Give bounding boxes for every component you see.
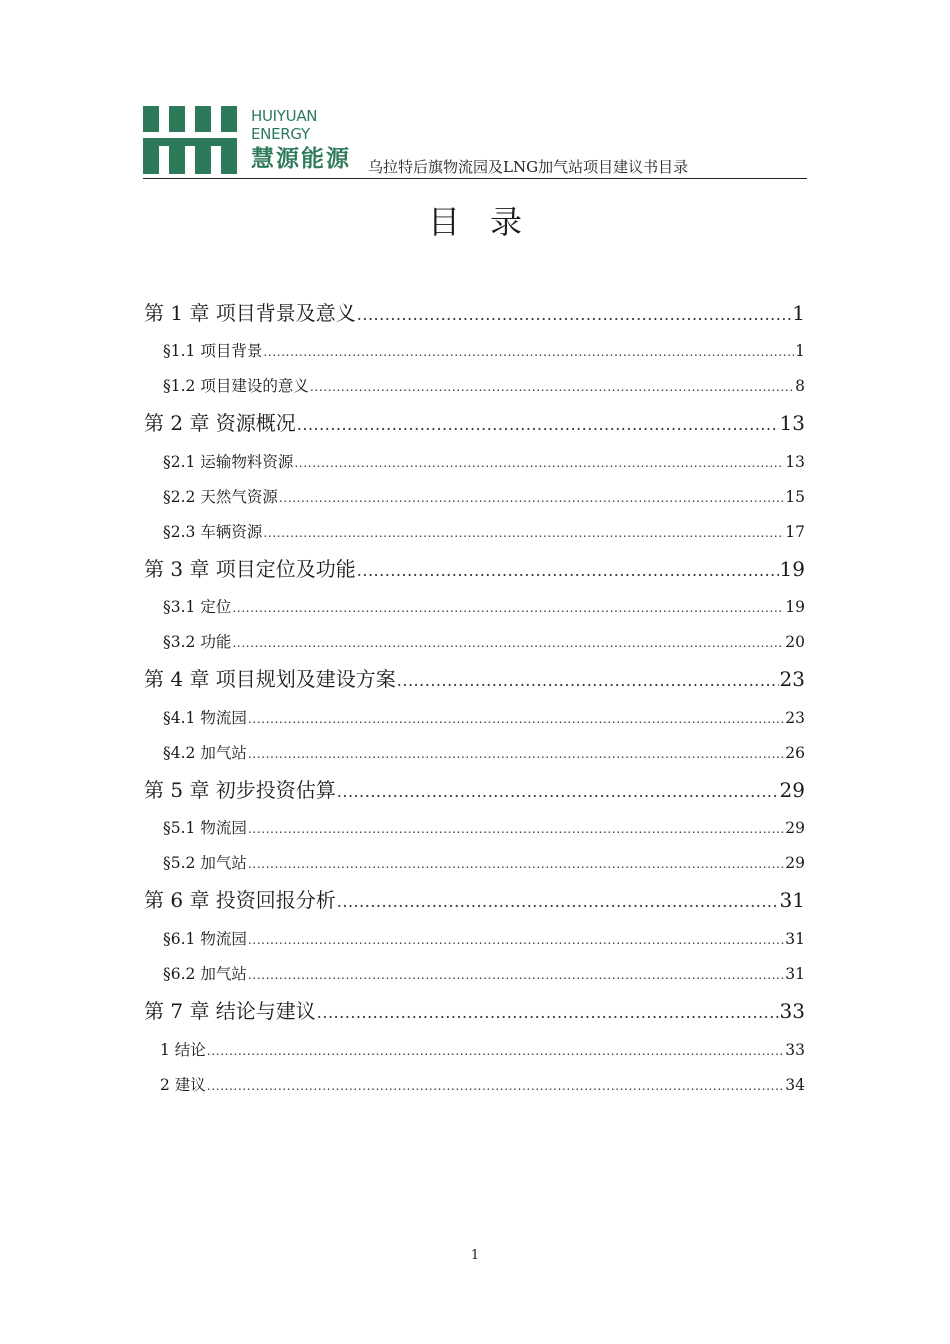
toc-dot-leader xyxy=(248,706,784,732)
toc-entry-label: 1 结论 xyxy=(160,1041,206,1059)
toc-dot-leader xyxy=(357,298,791,332)
toc-page-number: 31 xyxy=(779,888,805,912)
logo-english-line1: HUIYUAN xyxy=(251,107,318,125)
toc-entry-label: 第 3 章 项目定位及功能 xyxy=(144,557,356,581)
toc-entry-label: §2.2 天然气资源 xyxy=(163,488,278,506)
toc-page-number: 29 xyxy=(785,819,805,837)
toc-entry-label: §6.1 物流园 xyxy=(163,930,247,948)
toc-section-entry[interactable] xyxy=(163,815,805,842)
toc-page-number: 20 xyxy=(785,633,805,651)
toc-page-number: 33 xyxy=(779,999,805,1023)
logo-chinese-name: 慧源能源 xyxy=(251,146,351,172)
toc-section-entry[interactable] xyxy=(163,850,805,877)
toc-section-entry[interactable] xyxy=(160,1072,805,1099)
toc-page-number: 8 xyxy=(795,377,805,395)
toc-dot-leader xyxy=(337,885,779,919)
toc-dot-leader xyxy=(310,374,794,400)
toc-entry-label: §1.2 项目建设的意义 xyxy=(163,377,309,395)
toc-page-number: 19 xyxy=(779,557,805,581)
toc-dot-leader xyxy=(317,996,779,1030)
header-document-title: 乌拉特后旗物流园及LNG加气站项目建议书目录 xyxy=(368,158,689,176)
toc-section-entry[interactable] xyxy=(163,519,805,546)
toc-dot-leader xyxy=(294,450,784,476)
toc-entry-label: 第 4 章 项目规划及建设方案 xyxy=(144,667,396,691)
toc-entry-label: §4.2 加气站 xyxy=(163,744,247,762)
toc-dot-leader xyxy=(397,664,779,698)
toc-section-entry[interactable] xyxy=(163,740,805,767)
toc-page-number: 29 xyxy=(785,854,805,872)
toc-page-number: 26 xyxy=(785,744,805,762)
toc-section-entry[interactable] xyxy=(163,594,805,621)
toc-section-entry[interactable] xyxy=(163,449,805,476)
toc-entry-label: §3.1 定位 xyxy=(163,598,232,616)
toc-entry-label: §2.3 车辆资源 xyxy=(163,523,263,541)
toc-entry-label: 2 建议 xyxy=(160,1076,206,1094)
page-title: 目录 xyxy=(427,203,552,241)
header-divider xyxy=(143,178,807,179)
toc-entry-label: 第 5 章 初步投资估算 xyxy=(144,778,336,802)
toc-chapter-entry[interactable] xyxy=(144,883,805,919)
toc-chapter-entry[interactable] xyxy=(144,296,805,332)
toc-page-number: 1 xyxy=(795,342,805,360)
toc-chapter-entry[interactable] xyxy=(144,662,805,698)
toc-dot-leader xyxy=(248,927,784,953)
logo-wordmark xyxy=(251,108,369,176)
toc-dot-leader xyxy=(232,595,784,621)
toc-entry-label: 第 2 章 资源概况 xyxy=(144,411,296,435)
toc-page-number: 19 xyxy=(785,598,805,616)
toc-dot-leader xyxy=(232,630,784,656)
toc-dot-leader xyxy=(207,1073,784,1099)
toc-entry-label: 第 1 章 项目背景及意义 xyxy=(144,301,356,325)
toc-page-number: 29 xyxy=(779,778,805,802)
toc-chapter-entry[interactable] xyxy=(144,994,805,1030)
toc-page-number: 31 xyxy=(785,930,805,948)
toc-entry-label: §1.1 项目背景 xyxy=(163,342,263,360)
toc-section-entry[interactable] xyxy=(163,338,805,365)
toc-entry-label: §3.2 功能 xyxy=(163,633,232,651)
toc-page-number: 33 xyxy=(785,1041,805,1059)
toc-section-entry[interactable] xyxy=(163,373,805,400)
toc-section-entry[interactable] xyxy=(163,961,805,988)
toc-page-number: 13 xyxy=(785,453,805,471)
toc-entry-label: 第 6 章 投资回报分析 xyxy=(144,888,336,912)
toc-section-entry[interactable] xyxy=(163,629,805,656)
toc-dot-leader xyxy=(337,775,779,809)
toc-dot-leader xyxy=(207,1038,784,1064)
toc-dot-leader xyxy=(248,851,784,877)
toc-page-number: 17 xyxy=(785,523,805,541)
toc-section-entry[interactable] xyxy=(163,926,805,953)
toc-dot-leader xyxy=(248,816,784,842)
toc-page-number: 23 xyxy=(779,667,805,691)
toc-page-number: 31 xyxy=(785,965,805,983)
toc-dot-leader xyxy=(248,962,784,988)
page-header xyxy=(143,104,807,179)
toc-entry-label: §4.1 物流园 xyxy=(163,709,247,727)
toc-dot-leader xyxy=(263,520,784,546)
toc-section-entry[interactable] xyxy=(163,484,805,511)
toc-entry-label: §5.1 物流园 xyxy=(163,819,247,837)
toc-dot-leader xyxy=(248,741,784,767)
toc-entry-label: 第 7 章 结论与建议 xyxy=(144,999,316,1023)
toc-dot-leader xyxy=(279,485,784,511)
footer-page-number: 1 xyxy=(470,1248,480,1263)
logo-english-line2: ENERGY xyxy=(251,125,310,143)
toc-page-number: 23 xyxy=(785,709,805,727)
toc-chapter-entry[interactable] xyxy=(144,406,805,442)
toc-entry-label: §6.2 加气站 xyxy=(163,965,247,983)
toc-section-entry[interactable] xyxy=(160,1037,805,1064)
toc-entry-label: §5.2 加气站 xyxy=(163,854,247,872)
toc-entry-label: §2.1 运输物料资源 xyxy=(163,453,294,471)
toc-dot-leader xyxy=(357,554,779,588)
toc-section-entry[interactable] xyxy=(163,705,805,732)
huiyuan-logo-icon xyxy=(143,106,243,174)
toc-page-number: 13 xyxy=(779,411,805,435)
toc-page-number: 1 xyxy=(792,301,805,325)
toc-dot-leader xyxy=(297,408,779,442)
toc-page-number: 34 xyxy=(785,1076,805,1094)
toc-page-number: 15 xyxy=(785,488,805,506)
toc-dot-leader xyxy=(263,339,794,365)
toc-chapter-entry[interactable] xyxy=(144,773,805,809)
toc-chapter-entry[interactable] xyxy=(144,552,805,588)
